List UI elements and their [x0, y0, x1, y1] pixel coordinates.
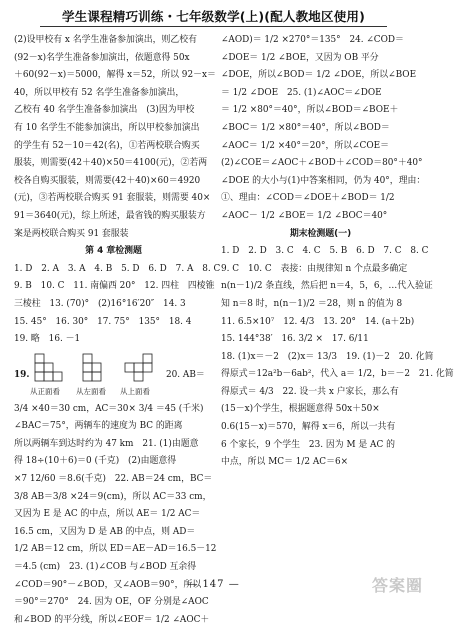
answer-line: ＝ 1/2 ∠DOE 25. (1)∠AOC＝∠DOE: [221, 87, 382, 98]
header-title: 学生课程精巧训练・七年级数学(上)(配人教地区使用): [61, 9, 366, 24]
answer-line: 所以两辆车到达时约为 47 km 21. (1)由题意: [14, 438, 199, 449]
answer-line: ∠DOE＝ 1/2 ∠BOE，又因为 OB 平分: [221, 52, 379, 63]
answer-line: 中点，所以 MC＝ 1/2 AC＝6×: [221, 457, 349, 468]
watermark-logo: 答案圈: [371, 576, 423, 595]
answer-line: (2)设甲校有 x 名学生准备参加演出，则乙校有: [14, 35, 197, 45]
answer-line: ＋60(92－x)＝5000，解得 x＝52，所以 92－x＝: [14, 70, 216, 81]
answer-line: ＝4.5 (cm) 23. (1)∠COB 与∠BOD 互余得: [14, 562, 197, 573]
top-view-figure: [124, 353, 160, 383]
answer-line: 9. C 10. C 表接：由规律知 n 个点最多确定: [221, 263, 408, 274]
answer-line: (2)∠COE＝∠AOC＋∠BOD＋∠COD＝80°＋40°: [221, 158, 423, 169]
answer-line: 得原式＝12a²b－6ab²，代入 a＝ 1/2，b＝－2 21. 化简: [221, 369, 454, 380]
answer-line: 三棱柱 13. (70)° (2)16°16′20″ 14. 3: [14, 298, 186, 309]
answer-line: 18. (1)x＝－2 (2)x＝ 13/3 19. (1)－2 20. 化简: [221, 351, 434, 362]
left-view-caption: 从左面看: [76, 386, 106, 396]
answer-line: ∠COD＝90°－∠BOD，又∠AOB＝90°，所以: [14, 579, 202, 590]
answer-line: 得 18÷(10＋6)＝0 (千克) (2)由题意得: [14, 456, 177, 467]
answer-line: (元)，③若两校联合购买 91 套服装，则需要 40×: [14, 193, 211, 204]
answer-line: ∠DOE，所以∠BOD＝ 1/2 ∠DOE，所以∠BOE: [221, 70, 417, 81]
figure-number: 19.: [14, 369, 30, 380]
answer-line: 的学生有 52－10＝42(名)，①若两校联合购买: [14, 140, 200, 151]
answer-line: 9. B 10. C 11. 南偏西 20° 12. 四柱 四棱锥: [14, 281, 215, 292]
right-column: [221, 32, 454, 472]
answer-line: 15. 144°38′ 16. 3/2 × 17. 6/11: [221, 334, 369, 345]
top-view-caption: 从上面看: [120, 386, 150, 396]
answer-line: 19. 略 16. －1: [14, 334, 81, 345]
front-view-figure: [34, 353, 70, 383]
answer-line: ∠BAC＝75°，两辆车的速度为 BC 的距离: [14, 421, 183, 432]
right-answers-top: [221, 32, 426, 226]
answer-line: 有 10 名学生不能参加演出，所以甲校参加演出: [14, 122, 200, 133]
answer-line: 又因为 E 是 AC 的中点，所以 AE＝ 1/2 AC＝: [14, 509, 201, 520]
answer-line: 案是两校联合购买 91 套服装: [14, 228, 129, 239]
left-answers-mid: [14, 261, 221, 349]
answer-line: n(n－1)/2 条直线，然后把 n＝4，5，6，…代入验证: [221, 281, 433, 292]
left-answers-top: [14, 32, 216, 243]
answer-line: 1/2 AB＝12 cm，所以 ED＝AE－AD＝16.5－12: [14, 544, 217, 555]
answer-line: 知 n＝8 时，n(n－1)/2 ＝28，则 n 的值为 8: [221, 298, 403, 309]
answer-line: ×7 12/60 ＝8.6(千克) 22. AB＝24 cm，BC＝: [14, 474, 213, 485]
answer-line: 6 个家长，9 个学生 23. 因为 M 是 AC 的: [221, 439, 395, 450]
answer-line: ∠AOC－ 1/2 ∠BOE＝ 1/2 ∠BOC＝40°: [221, 210, 388, 221]
answer-line: 3/8 AB＝3/8 ×24＝9(cm)，所以 AC＝33 cm，: [14, 491, 212, 502]
right-answers-bottom: [221, 243, 454, 472]
answer-line: ∠AOD)＝ 1/2 ×270°＝135° 24. ∠COD＝: [221, 35, 404, 45]
answer-line: 1. D 2. D 3. C 4. C 5. B 6. D 7. C 8. C: [221, 246, 429, 257]
answer-line: 和∠BOD 的平分线，所以∠EOF＝ 1/2 ∠AOC＋: [14, 614, 210, 625]
answer-line: 校各自购买服装，则需要(42＋40)×60＝4920: [14, 175, 201, 186]
answer-line: 3/4 ×40＝30 cm，AC＝30× 3/4 ＝45 (千米): [14, 403, 204, 414]
answer-line: ①、理由：∠COD＝∠DOE＋∠BOD＝ 1/2: [221, 193, 395, 204]
answer-line: ＝90°＝270° 24. 因为 OE，OF 分别是∠AOC: [14, 597, 209, 608]
answer-line: 0.6(15－x)＝570，解得 x＝6，所以一共有: [221, 422, 396, 433]
answer-line: (92－x)名学生准备参加演出，依题意得 50x: [14, 52, 190, 63]
answer-20-start: 20. AB＝: [166, 369, 205, 380]
answer-line: 得原式＝ 4/3 22. 设一共 x 户家长，那么有: [221, 386, 399, 397]
front-view-caption: 从正面看: [30, 386, 60, 396]
answer-line: 1. D 2. A 3. A 4. B 5. D 6. D 7. A 8. C: [14, 263, 221, 274]
answer-line: 91＝3640(元)，综上所述，最省钱的购买服装方: [14, 210, 206, 221]
section-title-chapter4: 第 4 章检测题: [85, 246, 142, 257]
answer-line: 40，所以甲校有 52 名学生准备参加演出，: [14, 87, 185, 98]
answer-line: (15－x)个学生，根据题意得 50x＋50×: [221, 404, 380, 415]
page-header: [0, 0, 427, 30]
section-title-final-exam-1: 期末检测题(一): [289, 228, 352, 239]
answer-line: 15. 45° 16. 30° 17. 75° 135° 18. 4: [14, 316, 192, 327]
answer-line: ＝ 1/2 ×80°＝40°，所以∠BOD＝∠BOE＋: [221, 105, 399, 116]
answer-line: ∠AOC＝ 1/2 ×40°＝20°，所以∠COE＝: [221, 140, 389, 151]
answer-line: 11. 6.5×10⁷ 12. 4/3 13. 20° 14. (a＋2b): [221, 316, 415, 327]
answer-line: 乙校有 40 名学生准备参加演出 (3)因为甲校: [14, 105, 195, 116]
answer-line: 服装，则需要(42＋40)×50＝4100(元)，②若两: [14, 158, 208, 169]
page-number: — 147 —: [187, 579, 240, 590]
answer-line: ∠DOE 的大小与(1)中答案相同，仍为 40°，理由：: [221, 175, 426, 186]
left-view-figure: [82, 353, 112, 383]
answer-line: 16.5 cm，又因为 D 是 AB 的中点，则 AD＝: [14, 526, 196, 537]
answer-line: ∠BOC＝ 1/2 ×80°＝40°，所以∠BOD＝: [221, 122, 390, 133]
three-view-figures: [14, 349, 213, 401]
header-divider: [40, 26, 387, 27]
